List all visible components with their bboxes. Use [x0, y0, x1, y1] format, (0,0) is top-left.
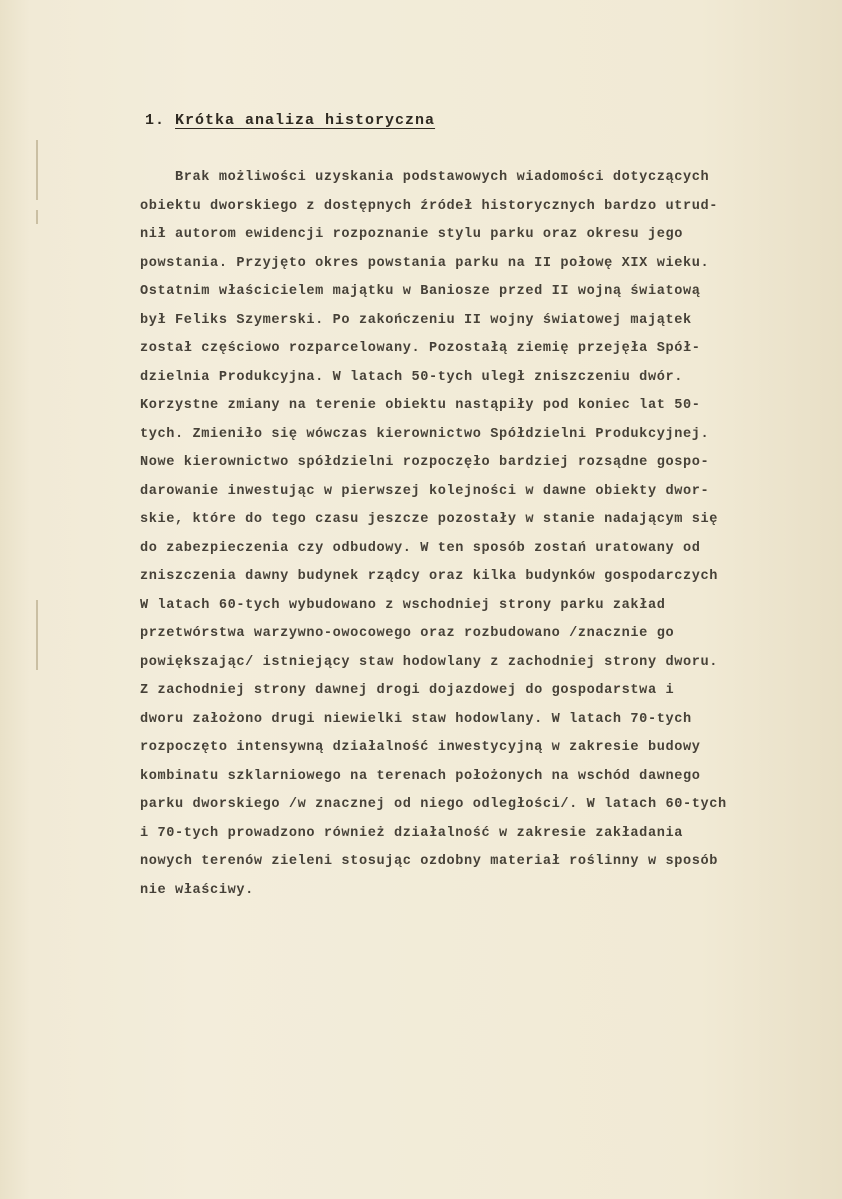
paragraph-line: nie właściwy. [140, 882, 254, 898]
paragraph-line: skie, które do tego czasu jeszcze pozostały w stanie nadającym się [140, 512, 718, 527]
paragraph-line: powstania. Przyjęto okres powstania parku na II połowę XIX wieku. [140, 255, 710, 271]
paragraph-line: W latach 60-tych wybudowano z wschodniej strony parku zakład [140, 597, 666, 613]
paragraph-line: parku dworskiego /w znacznej od niego odległości/. W latach 60-tych [140, 797, 727, 812]
paragraph-line: tych. Zmieniło się wówczas kierownictwo Spółdzielni Produkcyjnej. [140, 426, 710, 442]
margin-mark [36, 140, 38, 200]
paragraph-line: nowych terenów zieleni stosując ozdobny materiał roślinny w sposób [140, 854, 718, 869]
margin-mark [36, 210, 38, 224]
paragraph-line: obiektu dworskiego z dostępnych źródeł historycznych bardzo utrud- [140, 198, 718, 214]
paragraph-line: Z zachodniej strony dawnej drogi dojazdowej do gospodarstwa i [140, 683, 675, 698]
paragraph [140, 164, 840, 905]
paragraph-line: dworu założono drugi niewielki staw hodowlany. W latach 70-tych [140, 711, 692, 727]
paragraph-line: był Feliks Szymerski. Po zakończeniu II wojny światowej majątek [140, 312, 692, 328]
paragraph-line: został częściowo rozparcelowany. Pozostałą ziemię przejęła Spół- [140, 341, 701, 356]
paragraph-line: zniszczenia dawny budynek rządcy oraz kilka budynków gospodarczych [140, 569, 718, 584]
section-title: Krótka analiza historyczna [175, 112, 436, 129]
paragraph-line: do zabezpieczenia czy odbudowy. W ten sposób zostań uratowany od [140, 540, 701, 556]
paragraph-line: kombinatu szklarniowego na terenach położonych na wschód dawnego [140, 768, 701, 784]
paragraph-line: darowanie inwestując w pierwszej kolejności w dawne obiekty dwor- [140, 483, 710, 499]
section-heading [145, 112, 840, 129]
paragraph-line: dzielnia Produkcyjna. W latach 50-tych uległ zniszczeniu dwór. [140, 369, 683, 385]
document-body [140, 112, 840, 905]
paragraph-line: Korzystne zmiany na terenie obiektu nastąpiły pod koniec lat 50- [140, 398, 701, 413]
margin-mark [36, 600, 38, 670]
paragraph-line: Nowe kierownictwo spółdzielni rozpoczęło bardziej rozsądne gospo- [140, 455, 710, 470]
paragraph-line: rozpoczęto intensywną działalność inwestycyjną w zakresie budowy [140, 740, 701, 755]
paragraph-line: Ostatnim właścicielem majątku w Baniosze przed II wojną światową [140, 284, 701, 299]
paragraph-line: i 70-tych prowadzono również działalność w zakresie zakładania [140, 825, 683, 841]
paragraph-line: powiększając/ istniejący staw hodowlany z zachodniej strony dworu. [140, 654, 718, 670]
paragraph-line: nił autorom ewidencji rozpoznanie stylu parku oraz okresu jego [140, 227, 683, 242]
section-number: 1. [145, 112, 166, 129]
paragraph-line: przetwórstwa warzywno-owocowego oraz rozbudowano /znacznie go [140, 626, 675, 641]
paragraph-line: Brak możliwości uzyskania podstawowych wiadomości dotyczących [140, 170, 710, 185]
